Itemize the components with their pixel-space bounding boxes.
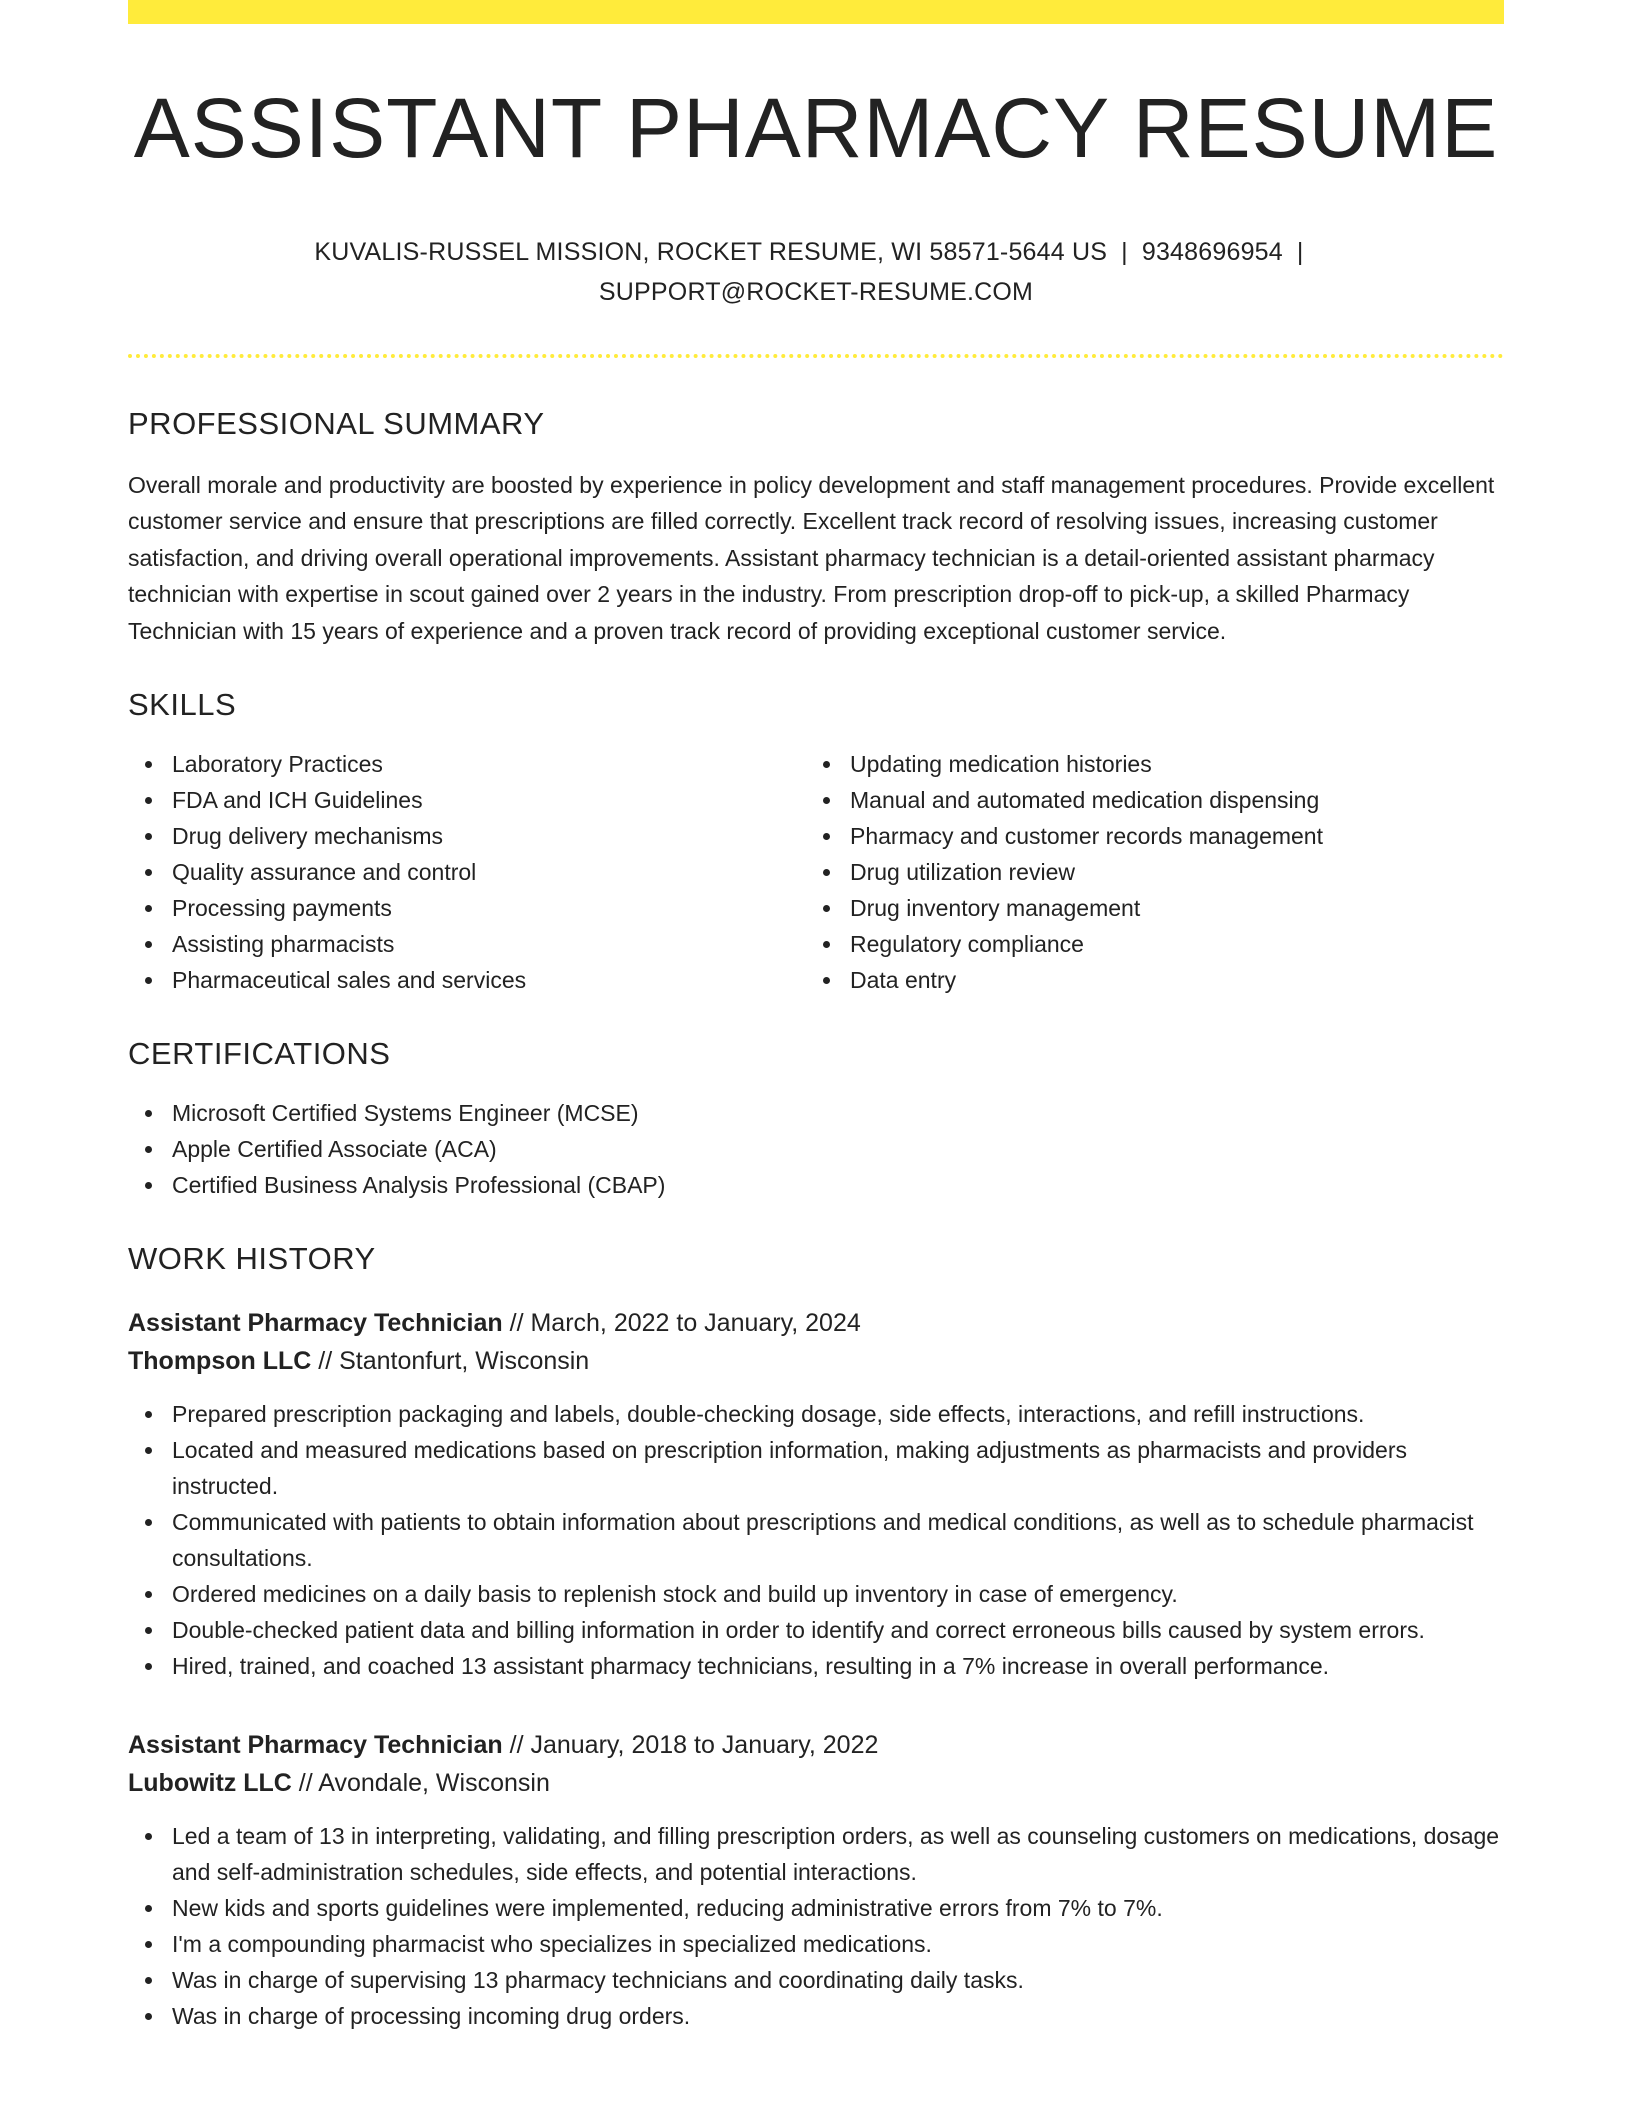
job-title-line: [128, 1726, 1504, 1764]
job-company-line: [128, 1342, 1504, 1380]
skill-item: Assisting pharmacists: [128, 926, 806, 962]
summary-text: Overall morale and productivity are boosted by experience in policy development and staff management procedures. Provide excellent customer service and ensure that prescriptions are filled correctly. Excellent track record of resolving issues, increasing customer satisfaction, and driving overall operational improvements. Assistant pharmacy technician is a detail-oriented assistant pharmacy technician with expertise in scout gained over 2 years in the industry. From prescription drop-off to pick-up, a skilled Pharmacy Technician with 15 years of experience and a proven track record of providing exceptional customer service.: [128, 472, 1495, 644]
skill-item: Drug utilization review: [806, 854, 1484, 890]
certification-item: Microsoft Certified Systems Engineer (MCSE): [128, 1095, 1504, 1131]
skills-columns: [128, 746, 1504, 998]
job-title: Assistant Pharmacy Technician: [128, 1309, 503, 1338]
job-duty: Ordered medicines on a daily basis to replenish stock and build up inventory in case of emergency.: [128, 1576, 1504, 1612]
job-location: // Stantonfurt, Wisconsin: [311, 1347, 590, 1376]
job-duty: New kids and sports guidelines were implemented, reducing administrative errors from 7% to 7%.: [128, 1890, 1504, 1926]
job-title-line: [128, 1304, 1504, 1342]
skills-heading: SKILLS: [128, 687, 237, 723]
job-entry: [128, 1726, 1504, 2034]
job-dates: // January, 2018 to January, 2022: [502, 1731, 879, 1760]
job-duty: Located and measured medications based on prescription information, making adjustments as pharmacists and providers instructed.: [128, 1432, 1504, 1504]
certifications-list: [128, 1095, 1504, 1203]
skill-item: Laboratory Practices: [128, 746, 806, 782]
job-company: Lubowitz LLC: [128, 1769, 292, 1798]
skill-item: Updating medication histories: [806, 746, 1484, 782]
summary-section: [128, 408, 1504, 649]
summary-heading: PROFESSIONAL SUMMARY: [128, 406, 545, 441]
job-duty: Led a team of 13 in interpreting, validating, and filling prescription orders, as well as counseling customers on medications, dosage and self-administration schedules, side effects, and potential interactions.: [128, 1818, 1504, 1890]
skills-section: [128, 689, 1504, 998]
job-duty: I'm a compounding pharmacist who specializes in specialized medications.: [128, 1926, 1504, 1962]
job-duty: Hired, trained, and coached 13 assistant pharmacy technicians, resulting in a 7% increase in overall performance.: [128, 1648, 1504, 1684]
job-duty: Communicated with patients to obtain information about prescriptions and medical conditions, as well as to schedule pharmacist consultations.: [128, 1504, 1504, 1576]
skill-item: Pharmaceutical sales and services: [128, 962, 806, 998]
contact-phone: 9348696954: [1141, 238, 1283, 266]
job-company: Thompson LLC: [128, 1347, 312, 1376]
job-entry: [128, 1304, 1504, 1684]
skills-right-column: [806, 746, 1484, 998]
certification-item: Apple Certified Associate (ACA): [128, 1131, 1504, 1167]
skills-left-list: [128, 746, 806, 998]
skills-right-list: [806, 746, 1484, 998]
certifications-heading: CERTIFICATIONS: [128, 1036, 391, 1072]
skill-item: Pharmacy and customer records management: [806, 818, 1484, 854]
certification-item: Certified Business Analysis Professional (CBAP): [128, 1167, 1504, 1203]
contact-separator: |: [1296, 238, 1304, 266]
job-duty: Was in charge of supervising 13 pharmacy technicians and coordinating daily tasks.: [128, 1962, 1504, 1998]
top-accent-bar: [128, 0, 1504, 24]
job-duty: Double-checked patient data and billing information in order to identify and correct erroneous bills caused by system errors.: [128, 1612, 1504, 1648]
skill-item: Processing payments: [128, 890, 806, 926]
job-location: // Avondale, Wisconsin: [291, 1769, 550, 1798]
job-duties-list: [128, 1818, 1504, 2034]
resume-page: [128, 0, 1504, 2034]
skill-item: Drug delivery mechanisms: [128, 818, 806, 854]
job-duty: Prepared prescription packaging and labels, double-checking dosage, side effects, interactions, and refill instructions.: [128, 1396, 1504, 1432]
job-title: Assistant Pharmacy Technician: [128, 1731, 503, 1760]
job-duty: Was in charge of processing incoming drug orders.: [128, 1998, 1504, 2034]
work-history-section: [128, 1243, 1504, 2034]
skill-item: Quality assurance and control: [128, 854, 806, 890]
header-divider: [128, 354, 1504, 358]
job-duties-list: [128, 1396, 1504, 1684]
job-company-line: [128, 1764, 1504, 1802]
contact-email[interactable]: SUPPORT@ROCKET-RESUME.COM: [598, 278, 1034, 306]
work-history-heading: WORK HISTORY: [128, 1241, 376, 1277]
skill-item: Regulatory compliance: [806, 926, 1484, 962]
skill-item: FDA and ICH Guidelines: [128, 782, 806, 818]
skill-item: Drug inventory management: [806, 890, 1484, 926]
contact-separator: |: [1121, 238, 1128, 266]
certifications-section: [128, 1038, 1504, 1203]
skill-item: Manual and automated medication dispensing: [806, 782, 1484, 818]
skill-item: Data entry: [806, 962, 1484, 998]
job-dates: // March, 2022 to January, 2024: [502, 1309, 861, 1338]
contact-info: [128, 232, 1504, 312]
skills-left-column: [128, 746, 806, 998]
resume-title: ASSISTANT PHARMACY RESUME: [133, 81, 1499, 175]
contact-address: KUVALIS-RUSSEL MISSION, ROCKET RESUME, WI 58571-5644 US: [314, 238, 1108, 266]
